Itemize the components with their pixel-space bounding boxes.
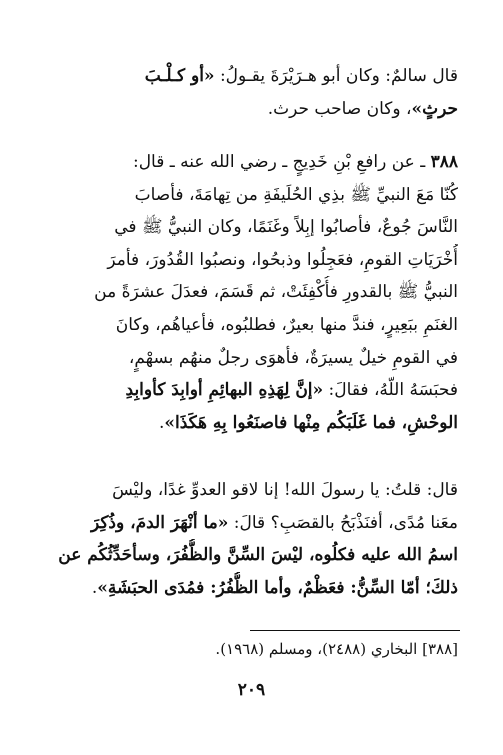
text-line: [50, 539, 458, 572]
text-line: [50, 276, 458, 309]
narration-text: النبيُّ ﷺ بالقدورِ فأُكْفِئَتْ، ثم قَسَمَ، فعدَلَ عشرَةً من: [94, 282, 458, 303]
text-line: [50, 146, 458, 179]
intro-paragraph: [50, 60, 458, 125]
question-paragraph: [50, 474, 458, 604]
hadith-quote-text: ذلكَ؛ أمّا السِّنُّ: فعَظْمٌ، وأما الظُّفُرُ: فمُدَى الحبَشَةِ»: [97, 577, 458, 598]
hadith-quote-text: اسمُ الله عليه فكلُوه، ليْسَ السِّنَّ والظُّفُرَ، وسأحَدِّثُكُم عن: [58, 545, 458, 566]
text-line: [50, 572, 458, 605]
hadith-quote-text: «ما أنْهَرَ الدمَ، وذُكِرَ: [90, 512, 229, 533]
footnote: [50, 636, 458, 662]
footnote-divider: [250, 630, 460, 631]
narration-text: النَّاسَ جُوعٌ، فأصابُوا إبِلاً وغَنَمًا، وكان النبيُّ ﷺ في: [114, 217, 458, 238]
narration-text: كُنّا مَعَ النبيِّ ﷺ بذِي الحُلَيفَةِ من تِهامَةَ، فأصابَ: [134, 184, 458, 205]
text-line: [50, 374, 458, 407]
hadith-quote-text: ٣٨٨: [430, 152, 458, 172]
text-line: [50, 179, 458, 212]
narration-text: فحبَسَهُ اللّهُ، فقالَ:: [323, 380, 458, 401]
footnote-ref: [٣٨٨]: [422, 640, 458, 658]
narration-text: .: [91, 577, 98, 598]
page-number: ٢٠٩: [237, 680, 266, 700]
text-line: [50, 244, 458, 277]
text-line: [50, 474, 458, 507]
hadith-quote-text: حرثٍ»: [411, 98, 458, 119]
hadith-quote-text: الوحْشِ، فما غَلَبَكُم مِنْها فاصنَعُوا بِهِ هَكَذَا»: [164, 412, 458, 433]
text-line: [50, 309, 458, 342]
narration-text: معَنا مُدًى، أفنَذْبَحُ بالقصَبِ؟ قالَ:: [228, 512, 458, 533]
narration-text: .: [158, 412, 165, 433]
text-line: [50, 60, 458, 93]
text-line: [50, 407, 458, 440]
footnote-text: البخاري (٢٤٨٨)، ومسلم (١٩٦٨).: [215, 640, 423, 658]
hadith-388-paragraph: [50, 146, 458, 439]
narration-text: أُخْرَيَاتِ القومِ، فعَجِلُوا وذبحُوا، ونصبُوا القُدُورَ، فأمرَ: [107, 249, 458, 270]
hadith-quote-text: «إنَّ لِهَذِهِ البهائِمِ أوابِدَ كأوابِدِ: [125, 380, 324, 401]
narration-text: قال سالمٌ: وكان أبو هـرَيْرَةَ يقـولُ:: [214, 66, 458, 86]
text-line: [50, 507, 458, 540]
narration-text: قال: قلتُ: يا رسولَ الله! إنا لاقو العدوِّ غدًا، وليْسَ: [112, 480, 458, 500]
narration-text: ، وكان صاحب حرث.: [267, 98, 412, 119]
narration-text: في القومِ خيلٌ يسيرَةٌ، فأهوَى رجلٌ منهُم بسهْمٍ،: [128, 347, 458, 368]
narration-text: الغنَمِ ببَعِيرٍ، فندَّ منها بعيرٌ، فطلبُوه، فأعياهُم، وكانَ: [115, 314, 458, 335]
narration-text: ـ عن رافعِ بْنِ خَدِيجٍ ـ رضي الله عنه ـ قال:: [132, 152, 431, 172]
hadith-quote-text: «أو كـلْـبَ: [144, 66, 215, 86]
text-line: [50, 342, 458, 375]
text-line: [50, 211, 458, 244]
text-line: [50, 93, 458, 126]
